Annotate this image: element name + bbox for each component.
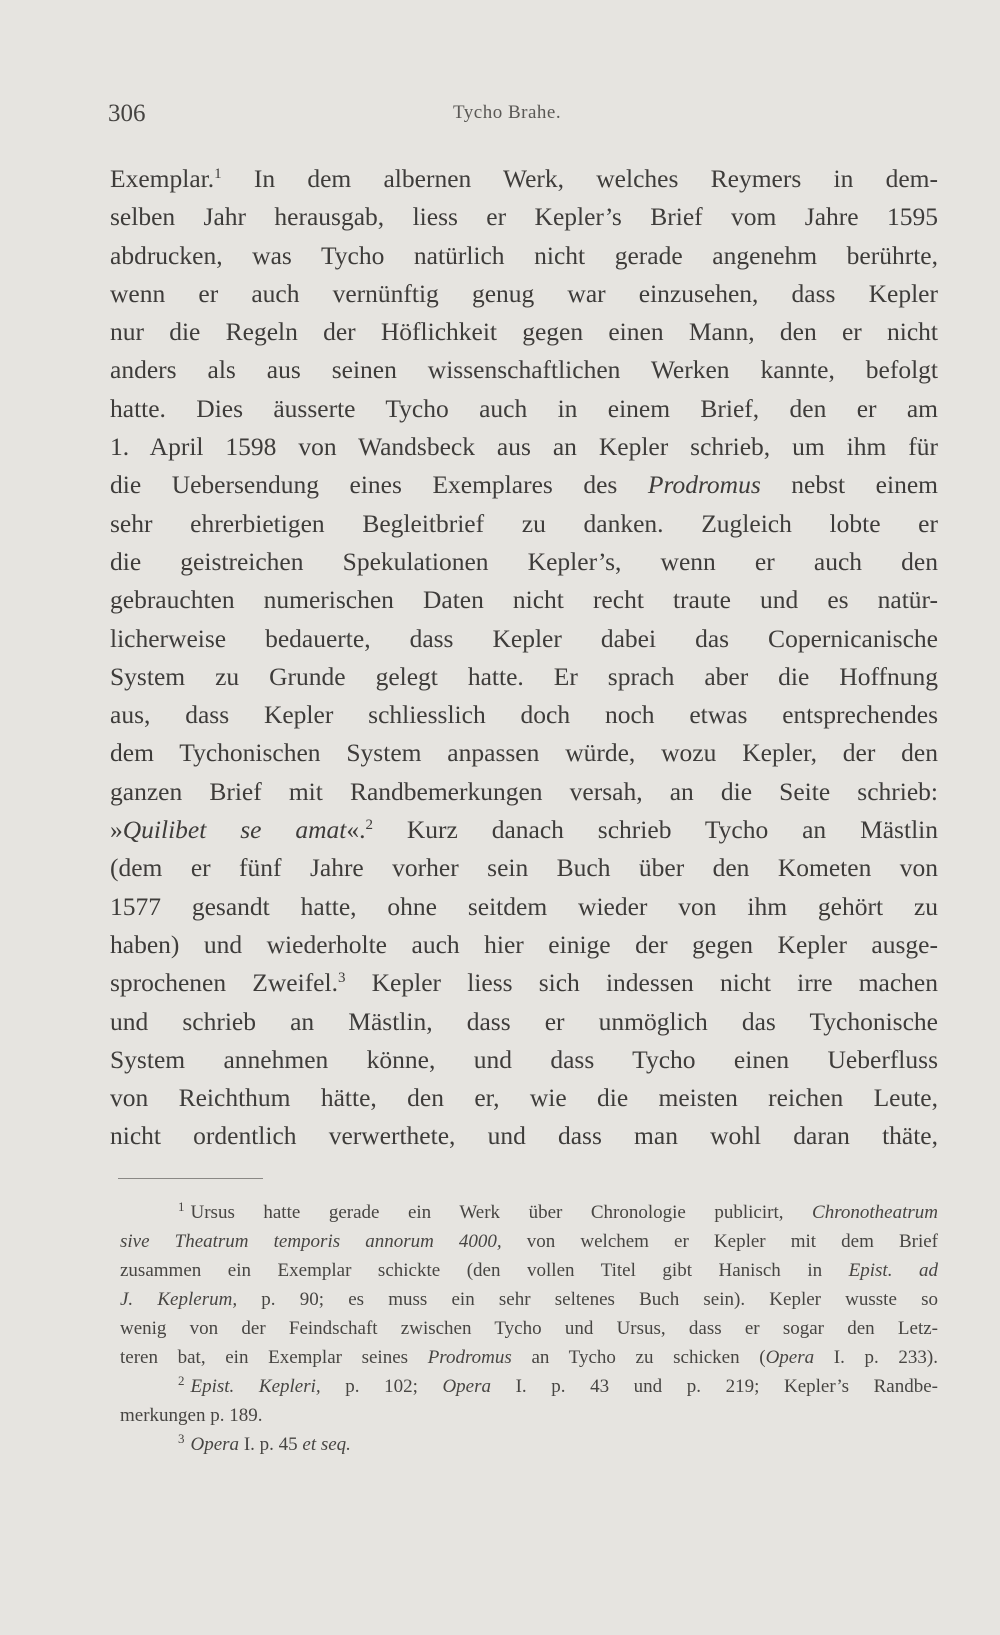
- footnote-divider: [118, 1178, 263, 1179]
- text-line: aus, dass Kepler schliesslich doch noch etwas entsprechendes: [110, 700, 938, 730]
- text-segment: In dem albernen Werk, welches Reymers in dem-: [221, 164, 938, 193]
- text-line: haben) und wiederholte auch hier einige der gegen Kepler ausge-: [110, 929, 938, 959]
- text-segment: die Uebersendung eines Exemplares des: [110, 470, 648, 500]
- text-line: von Reichthum hätte, den er, wie die meisten reichen Leute,: [110, 1083, 938, 1113]
- footnote-1-line: wenig von der Feindschaft zwischen Tycho und Ursus, dass er sogar den Letz-: [120, 1318, 938, 1339]
- text-line: [110, 466, 938, 504]
- text-segment: zusammen ein Exemplar schickte (den vollen Titel gibt Hanisch in: [120, 1260, 849, 1281]
- footnote-1-line: [120, 1227, 938, 1256]
- footnote-number: 3: [178, 1431, 185, 1446]
- text-line: System annehmen könne, und dass Tycho einen Ueberfluss: [110, 1044, 938, 1074]
- footnote-1-line: [120, 1285, 938, 1314]
- text-line: nicht ordentlich verwerthete, und dass man wohl daran thäte,: [110, 1121, 938, 1151]
- footnote-1-line: [120, 1343, 938, 1372]
- text-line: anders als aus seinen wissenschaftlichen Werken kannte, befolgt: [110, 355, 938, 385]
- text-segment: I. p. 43 und p. 219; Kepler’s Randbe-: [491, 1376, 938, 1397]
- footnote-1-line: [120, 1198, 938, 1227]
- text-segment: p. 90; es muss ein sehr seltenes Buch sein). Kepler wusste so: [237, 1289, 938, 1310]
- text-line: 1. April 1598 von Wandsbeck aus an Kepler schrieb, um ihm für: [110, 432, 938, 462]
- main-text: [110, 160, 938, 1156]
- text-segment: nebst einem: [760, 470, 938, 500]
- italic-title: Chronotheatrum: [812, 1202, 938, 1223]
- footnotes: [120, 1198, 938, 1459]
- footnote-ref-2: 2: [365, 817, 373, 834]
- footnote-number: 1: [178, 1199, 185, 1214]
- text-line: wenn er auch vernünftig genug war einzusehen, dass Kepler: [110, 278, 938, 308]
- text-line: (dem er fünf Jahre vorher sein Buch über den Kometen von: [110, 853, 938, 883]
- text-line: System zu Grunde gelegt hatte. Er sprach aber die Hoffnung: [110, 661, 938, 691]
- text-segment: p. 102;: [320, 1376, 443, 1397]
- text-segment: sprochenen Zweifel.: [110, 968, 338, 998]
- text-segment: teren bat, ein Exemplar seines: [120, 1347, 428, 1368]
- text-line: abdrucken, was Tycho natürlich nicht gerade angenehm berührte,: [110, 240, 938, 270]
- italic-title: Opera: [442, 1376, 491, 1397]
- italic-title: Prodromus: [647, 470, 761, 500]
- text-segment: »: [110, 815, 123, 845]
- text-segment: an Tycho zu schicken (: [511, 1347, 766, 1368]
- text-line: sehr ehrerbietigen Begleitbrief zu danken. Zugleich lobte er: [110, 508, 938, 538]
- italic-title: Opera: [190, 1434, 240, 1455]
- text-line: [110, 160, 938, 198]
- italic-title: sive Theatrum temporis annorum 4000,: [120, 1231, 502, 1252]
- footnote-number: 2: [178, 1373, 185, 1388]
- footnote-ref-3: 3: [337, 970, 346, 987]
- page-header: [108, 100, 940, 132]
- text-line: die geistreichen Spekulationen Kepler’s, wenn er auch den: [110, 546, 938, 576]
- italic-title: Prodromus: [427, 1347, 512, 1368]
- text-line: gebrauchten numerischen Daten nicht recht traute und es natür-: [110, 585, 938, 615]
- text-segment: Kurz danach schrieb Tycho an Mästlin: [372, 815, 938, 845]
- text-segment: «.: [346, 815, 366, 845]
- text-line: nur die Regeln der Höflichkeit gegen einen Mann, den er nicht: [110, 317, 938, 347]
- text-line: ganzen Brief mit Randbemerkungen versah, an die Seite schrieb:: [110, 776, 938, 806]
- text-line: hatte. Dies äusserte Tycho auch in einem Brief, den er am: [110, 393, 938, 423]
- text-segment: Exemplar.: [110, 164, 215, 193]
- italic-title: Epist. Kepleri,: [190, 1376, 321, 1397]
- italic-title: Opera: [765, 1347, 815, 1368]
- italic-quote: Quilibet se amat: [122, 815, 347, 845]
- footnote-3-line: [120, 1430, 938, 1459]
- italic-title: Epist. ad: [848, 1260, 938, 1281]
- footnote-2-line: merkungen p. 189.: [120, 1405, 263, 1426]
- italic-title: et seq.: [302, 1434, 351, 1455]
- text-line: dem Tychonischen System anpassen würde, wozu Kepler, der den: [110, 738, 938, 768]
- text-segment: von welchem er Kepler mit dem Brief: [501, 1231, 938, 1252]
- text-segment: Ursus hatte gerade ein Werk über Chronologie publicirt,: [190, 1202, 813, 1223]
- footnote-ref-1: 1: [214, 166, 222, 182]
- page-number: 306: [108, 100, 146, 127]
- text-segment: I. p. 233).: [814, 1347, 938, 1368]
- text-line: [110, 811, 938, 849]
- text-line: selben Jahr herausgab, liess er Kepler’s Brief vom Jahre 1595: [110, 202, 938, 232]
- text-line: licherweise bedauerte, dass Kepler dabei das Copernicanische: [110, 623, 938, 653]
- footnote-1-line: [120, 1256, 938, 1285]
- italic-title: J. Keplerum,: [120, 1289, 238, 1310]
- text-line: und schrieb an Mästlin, dass er unmöglich das Tychonische: [110, 1006, 938, 1036]
- running-title: Tycho Brahe.: [453, 102, 562, 123]
- footnote-2-line: [120, 1372, 938, 1401]
- text-line: [110, 964, 938, 1002]
- text-segment: I. p. 45: [239, 1434, 303, 1455]
- text-segment: Kepler liess sich indessen nicht irre machen: [345, 968, 938, 998]
- text-line: 1577 gesandt hatte, ohne seitdem wieder von ihm gehört zu: [110, 891, 938, 921]
